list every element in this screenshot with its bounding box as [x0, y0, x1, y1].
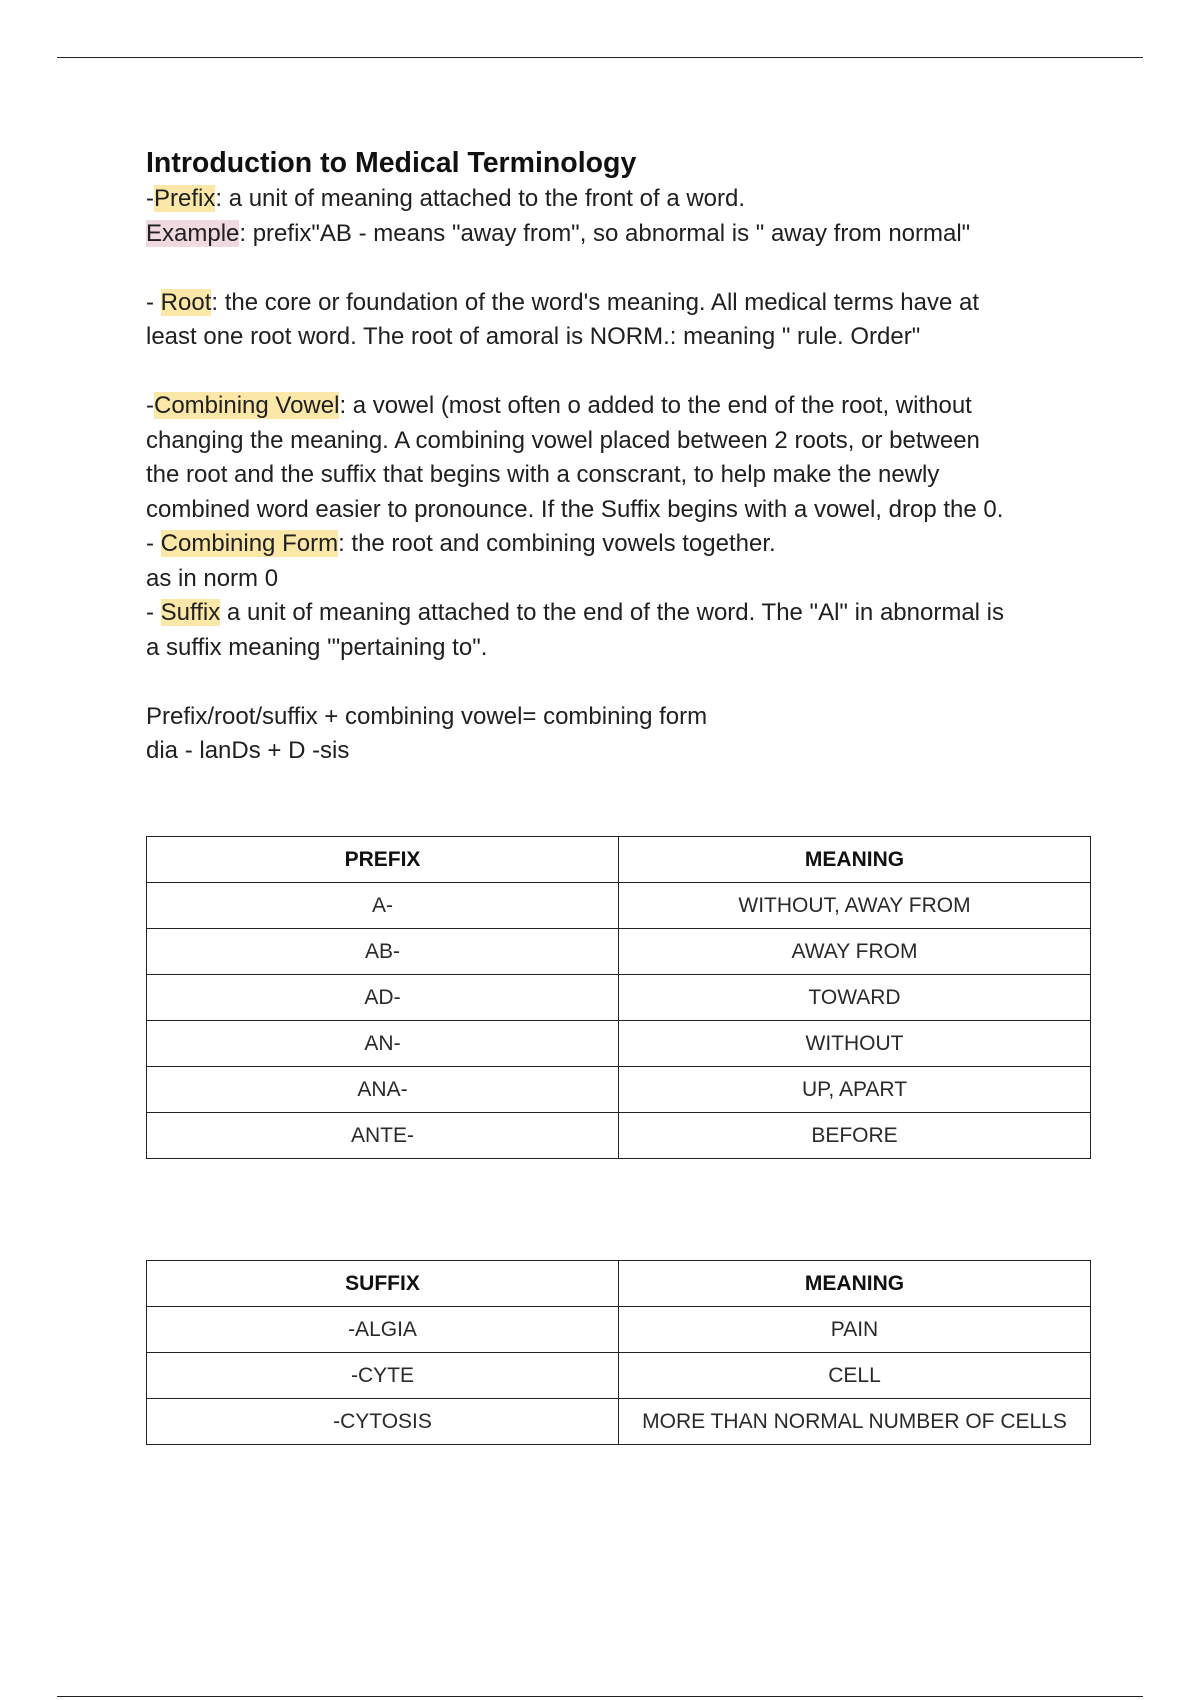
table-row: [147, 1113, 1091, 1159]
prefix-dash: -: [146, 185, 154, 212]
table-row: [147, 1021, 1091, 1067]
column-header: PREFIX: [147, 837, 619, 883]
bottom-divider: [57, 1696, 1143, 1697]
page-title: Introduction to Medical Terminology: [146, 147, 637, 179]
vowel-dash: -: [146, 392, 154, 419]
root-dash: -: [146, 288, 161, 316]
suffix-term: Suffix: [160, 599, 221, 626]
combining-vowel-line2: changing the meaning. A combining vowel placed between 2 roots, or between: [146, 426, 980, 454]
combining-vowel-definition: [146, 389, 1096, 424]
suffix-cell: -ALGIA: [147, 1307, 619, 1353]
meaning-cell: TOWARD: [619, 975, 1091, 1021]
example-term: Example: [146, 219, 240, 247]
table-header-row: [147, 837, 1091, 883]
table-row: [147, 883, 1091, 929]
suffix-dash: -: [146, 599, 161, 626]
root-definition: [146, 286, 1096, 321]
prefix-cell: A-: [147, 883, 619, 929]
table-row: [147, 929, 1091, 975]
column-header: MEANING: [619, 1261, 1091, 1307]
prefix-text: : a unit of meaning attached to the front of a word.: [215, 185, 746, 212]
meaning-cell: UP, APART: [619, 1067, 1091, 1113]
table-row: [147, 975, 1091, 1021]
prefix-definition: [146, 182, 1096, 217]
table-header-row: [147, 1261, 1091, 1307]
norm-example: as in norm 0: [146, 564, 279, 592]
root-definition-line2: least one root word. The root of amoral is NORM.: meaning " rule. Order": [146, 323, 921, 350]
example-definition: [146, 217, 1096, 252]
document-body: [146, 145, 1096, 769]
prefix-table: [146, 836, 1091, 1159]
dia-example: dia - lanDs + D -sis: [146, 737, 350, 764]
suffix-cell: -CYTOSIS: [147, 1399, 619, 1445]
meaning-cell: WITHOUT, AWAY FROM: [619, 883, 1091, 929]
suffix-definition: [146, 596, 1096, 631]
prefix-term: Prefix: [154, 185, 216, 212]
suffix-cell: -CYTE: [147, 1353, 619, 1399]
root-text: : the core or foundation of the word's meaning. All medical terms have at: [211, 288, 980, 316]
top-divider: [57, 57, 1143, 58]
form-dash: -: [146, 530, 161, 557]
meaning-cell: CELL: [619, 1353, 1091, 1399]
suffix-text: a unit of meaning attached to the end of the word. The "Al" in abnormal is: [220, 599, 1005, 626]
prefix-cell: AB-: [147, 929, 619, 975]
table-row: [147, 1307, 1091, 1353]
vowel-text: : a vowel (most often o added to the end of the root, without: [339, 392, 972, 419]
column-header: MEANING: [619, 837, 1091, 883]
combining-vowel-line4: combined word easier to pronounce. If the Suffix begins with a vowel, drop the 0.: [146, 495, 1004, 523]
example-text: : prefix"AB - means "away from", so abnormal is " away from normal": [239, 219, 971, 247]
combining-form-definition: [146, 527, 1096, 562]
meaning-cell: MORE THAN NORMAL NUMBER OF CELLS: [619, 1399, 1091, 1445]
form-text: : the root and combining vowels together.: [338, 530, 776, 557]
suffix-definition-line2: a suffix meaning '"pertaining to".: [146, 633, 488, 661]
prefix-cell: AD-: [147, 975, 619, 1021]
column-header: SUFFIX: [147, 1261, 619, 1307]
prefix-cell: ANTE-: [147, 1113, 619, 1159]
combining-vowel-line3: the root and the suffix that begins with a conscrant, to help make the newly: [146, 461, 940, 488]
combining-vowel-term: Combining Vowel: [154, 392, 340, 419]
spacer: [146, 665, 1096, 700]
combining-form-term: Combining Form: [160, 530, 339, 557]
table-row: [147, 1399, 1091, 1445]
table-row: [147, 1067, 1091, 1113]
formula-line: Prefix/root/suffix + combining vowel= combining form: [146, 702, 708, 730]
suffix-table: [146, 1260, 1091, 1445]
meaning-cell: AWAY FROM: [619, 929, 1091, 975]
meaning-cell: BEFORE: [619, 1113, 1091, 1159]
spacer: [146, 355, 1096, 390]
table-row: [147, 1353, 1091, 1399]
meaning-cell: PAIN: [619, 1307, 1091, 1353]
root-term: Root: [160, 288, 212, 316]
prefix-cell: AN-: [147, 1021, 619, 1067]
prefix-cell: ANA-: [147, 1067, 619, 1113]
spacer: [146, 251, 1096, 286]
meaning-cell: WITHOUT: [619, 1021, 1091, 1067]
